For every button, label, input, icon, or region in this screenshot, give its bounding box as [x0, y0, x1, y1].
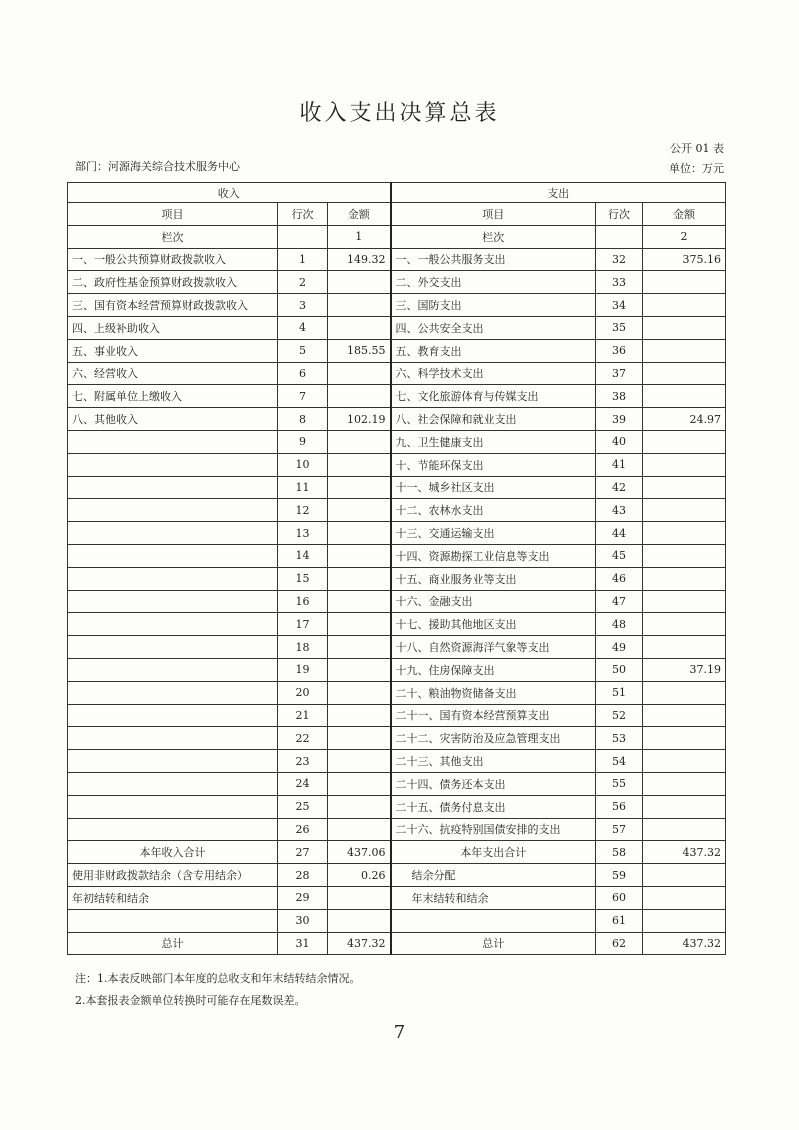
income-amount-cell: 185.55	[328, 339, 391, 362]
table-row	[68, 841, 726, 864]
table-row	[68, 658, 726, 681]
income-amount-cell	[328, 362, 391, 385]
expense-row-number: 40	[596, 430, 643, 453]
expense-row-number: 48	[596, 613, 643, 636]
income-item-cell: 年初结转和结余	[68, 886, 278, 909]
expense-amount-cell	[643, 499, 726, 522]
income-row-number: 30	[278, 909, 328, 932]
expense-row-number: 46	[596, 567, 643, 590]
expense-amount-cell	[643, 476, 726, 499]
income-item-cell	[68, 613, 278, 636]
expense-amount-cell: 437.32	[643, 841, 726, 864]
column-index-row	[68, 225, 726, 248]
income-row-header: 行次	[278, 203, 328, 226]
income-row-number: 2	[278, 271, 328, 294]
income-item-cell	[68, 636, 278, 659]
expense-item-cell: 六、科学技术支出	[391, 362, 596, 385]
expense-item-cell: 二十、粮油物资储备支出	[391, 681, 596, 704]
expense-row-number: 33	[596, 271, 643, 294]
income-row-number: 3	[278, 294, 328, 317]
income-amount-cell	[328, 453, 391, 476]
expense-row-number: 50	[596, 658, 643, 681]
expense-amount-cell: 37.19	[643, 658, 726, 681]
income-amount-cell	[328, 727, 391, 750]
table-row	[68, 408, 726, 431]
expense-amount-cell	[643, 522, 726, 545]
page-number: 7	[393, 1022, 406, 1043]
table-row	[68, 362, 726, 385]
income-row-number: 14	[278, 544, 328, 567]
income-item-cell: 总计	[68, 932, 278, 955]
expense-row-number: 44	[596, 522, 643, 545]
income-amount-cell	[328, 636, 391, 659]
expense-row-header: 行次	[596, 203, 643, 226]
income-item-cell	[68, 818, 278, 841]
expense-index-label: 栏次	[391, 225, 596, 248]
income-amount-cell	[328, 886, 391, 909]
expense-item-cell: 七、文化旅游体育与传媒支出	[391, 385, 596, 408]
expense-amount-cell	[643, 271, 726, 294]
expense-amount-cell	[643, 864, 726, 887]
expense-row-number: 45	[596, 544, 643, 567]
expense-row-number: 43	[596, 499, 643, 522]
expense-row-number: 54	[596, 750, 643, 773]
expense-row-number: 60	[596, 886, 643, 909]
expense-item-cell: 二十二、灾害防治及应急管理支出	[391, 727, 596, 750]
income-item-cell: 五、事业收入	[68, 339, 278, 362]
income-item-cell	[68, 590, 278, 613]
income-item-cell	[68, 544, 278, 567]
section-header-row	[68, 183, 726, 203]
income-row-number: 28	[278, 864, 328, 887]
expense-item-cell: 十八、自然资源海洋气象等支出	[391, 636, 596, 659]
income-row-number: 24	[278, 772, 328, 795]
expense-item-header: 项目	[391, 203, 596, 226]
income-amount-cell	[328, 909, 391, 932]
expense-item-cell: 一、一般公共服务支出	[391, 248, 596, 271]
income-item-header: 项目	[68, 203, 278, 226]
table-row	[68, 385, 726, 408]
income-item-cell	[68, 499, 278, 522]
income-item-cell	[68, 909, 278, 932]
income-item-cell: 二、政府性基金预算财政拨款收入	[68, 271, 278, 294]
expense-amount-cell	[643, 613, 726, 636]
expense-item-cell: 五、教育支出	[391, 339, 596, 362]
income-amount-cell	[328, 316, 391, 339]
income-item-cell: 七、附属单位上缴收入	[68, 385, 278, 408]
income-item-cell	[68, 772, 278, 795]
income-item-cell	[68, 727, 278, 750]
form-number: 公开 01 表	[670, 142, 724, 155]
expense-row-number: 49	[596, 636, 643, 659]
department-label: 部门：河源海关综合技术服务中心	[75, 160, 240, 173]
expense-row-number: 38	[596, 385, 643, 408]
expense-index-value: 2	[643, 225, 726, 248]
expense-item-cell: 十七、援助其他地区支出	[391, 613, 596, 636]
income-amount-cell	[328, 750, 391, 773]
expense-amount-cell	[643, 590, 726, 613]
expense-row-number: 52	[596, 704, 643, 727]
income-amount-cell: 437.06	[328, 841, 391, 864]
table-row	[68, 909, 726, 932]
expense-item-cell: 十五、商业服务业等支出	[391, 567, 596, 590]
income-amount-cell: 149.32	[328, 248, 391, 271]
income-row-number: 27	[278, 841, 328, 864]
income-amount-cell	[328, 590, 391, 613]
expense-item-cell: 十四、资源勘探工业信息等支出	[391, 544, 596, 567]
column-header-row	[68, 203, 726, 226]
income-item-cell: 三、国有资本经营预算财政拨款收入	[68, 294, 278, 317]
table-row	[68, 818, 726, 841]
expense-row-number: 42	[596, 476, 643, 499]
expense-row-number: 34	[596, 294, 643, 317]
expense-item-cell: 十二、农林水支出	[391, 499, 596, 522]
table-row	[68, 932, 726, 955]
table-row	[68, 613, 726, 636]
table-row	[68, 567, 726, 590]
income-item-cell	[68, 681, 278, 704]
expense-amount-cell	[643, 430, 726, 453]
income-amount-cell: 0.26	[328, 864, 391, 887]
expense-amount-cell	[643, 772, 726, 795]
income-amount-cell	[328, 613, 391, 636]
table-row	[68, 544, 726, 567]
income-amount-cell	[328, 544, 391, 567]
income-amount-cell	[328, 681, 391, 704]
income-row-number: 21	[278, 704, 328, 727]
income-item-cell: 一、一般公共预算财政拨款收入	[68, 248, 278, 271]
expense-row-number: 47	[596, 590, 643, 613]
table-row	[68, 772, 726, 795]
expense-row-number: 35	[596, 316, 643, 339]
income-index-value: 1	[328, 225, 391, 248]
expense-amount-cell	[643, 567, 726, 590]
expense-row-number: 37	[596, 362, 643, 385]
expense-amount-cell	[643, 316, 726, 339]
expense-item-cell	[391, 909, 596, 932]
expense-item-cell: 十三、交通运输支出	[391, 522, 596, 545]
expense-amount-cell	[643, 636, 726, 659]
income-amount-cell	[328, 385, 391, 408]
income-row-number: 9	[278, 430, 328, 453]
income-amount-cell: 437.32	[328, 932, 391, 955]
income-item-cell	[68, 430, 278, 453]
income-item-cell	[68, 658, 278, 681]
note-1: 注：1.本表反映部门本年度的总收支和年末结转结余情况。	[75, 972, 361, 985]
expense-item-cell: 二十四、债务还本支出	[391, 772, 596, 795]
expense-item-cell: 四、公共安全支出	[391, 316, 596, 339]
expense-amount-cell	[643, 362, 726, 385]
income-item-cell	[68, 750, 278, 773]
expense-header: 支出	[391, 183, 726, 203]
expense-row-number: 41	[596, 453, 643, 476]
table-row	[68, 248, 726, 271]
expense-item-cell: 十、节能环保支出	[391, 453, 596, 476]
expense-amount-cell	[643, 750, 726, 773]
expense-amount-cell	[643, 909, 726, 932]
income-amount-cell	[328, 704, 391, 727]
table-row	[68, 294, 726, 317]
expense-row-number: 61	[596, 909, 643, 932]
income-row-number: 23	[278, 750, 328, 773]
expense-row-number: 36	[596, 339, 643, 362]
table-row	[68, 727, 726, 750]
income-row-number: 6	[278, 362, 328, 385]
income-item-cell: 六、经营收入	[68, 362, 278, 385]
income-row-number: 7	[278, 385, 328, 408]
expense-amount-cell	[643, 544, 726, 567]
expense-item-cell: 九、卫生健康支出	[391, 430, 596, 453]
table-row	[68, 704, 726, 727]
income-amount-cell	[328, 795, 391, 818]
income-index-blank	[278, 225, 328, 248]
income-item-cell	[68, 795, 278, 818]
expense-item-cell: 十六、金融支出	[391, 590, 596, 613]
income-row-number: 4	[278, 316, 328, 339]
income-row-number: 1	[278, 248, 328, 271]
expense-amount-cell	[643, 453, 726, 476]
expense-row-number: 51	[596, 681, 643, 704]
income-amount-cell	[328, 499, 391, 522]
income-amount-cell	[328, 818, 391, 841]
income-amount-cell	[328, 567, 391, 590]
table-row	[68, 750, 726, 773]
unit-label: 单位：万元	[669, 162, 724, 175]
income-item-cell	[68, 476, 278, 499]
income-row-number: 29	[278, 886, 328, 909]
expense-item-cell: 年末结转和结余	[391, 886, 596, 909]
expense-item-cell: 二、外交支出	[391, 271, 596, 294]
income-row-number: 26	[278, 818, 328, 841]
expense-item-cell: 总计	[391, 932, 596, 955]
table-row	[68, 864, 726, 887]
expense-item-cell: 十九、住房保障支出	[391, 658, 596, 681]
income-row-number: 20	[278, 681, 328, 704]
income-item-cell: 八、其他收入	[68, 408, 278, 431]
income-item-cell	[68, 522, 278, 545]
expense-amount-cell	[643, 818, 726, 841]
expense-item-cell: 二十一、国有资本经营预算支出	[391, 704, 596, 727]
table-row	[68, 430, 726, 453]
income-amount-cell: 102.19	[328, 408, 391, 431]
expense-amount-cell	[643, 385, 726, 408]
income-amount-cell	[328, 772, 391, 795]
income-row-number: 5	[278, 339, 328, 362]
expense-amount-cell	[643, 704, 726, 727]
income-row-number: 11	[278, 476, 328, 499]
income-row-number: 19	[278, 658, 328, 681]
income-item-cell: 本年收入合计	[68, 841, 278, 864]
expense-amount-cell: 24.97	[643, 408, 726, 431]
expense-amount-cell	[643, 294, 726, 317]
expense-item-cell: 结余分配	[391, 864, 596, 887]
table-row	[68, 339, 726, 362]
expense-row-number: 56	[596, 795, 643, 818]
income-item-cell: 四、上级补助收入	[68, 316, 278, 339]
expense-amount-header: 金额	[643, 203, 726, 226]
table-row	[68, 522, 726, 545]
expense-item-cell: 十一、城乡社区支出	[391, 476, 596, 499]
budget-summary-table	[67, 182, 726, 955]
income-amount-header: 金额	[328, 203, 391, 226]
table-row	[68, 271, 726, 294]
expense-amount-cell	[643, 681, 726, 704]
expense-amount-cell	[643, 339, 726, 362]
expense-item-cell: 二十六、抗疫特别国债安排的支出	[391, 818, 596, 841]
expense-amount-cell	[643, 727, 726, 750]
note-2: 2.本套报表金额单位转换时可能存在尾数误差。	[75, 994, 306, 1007]
expense-amount-cell	[643, 795, 726, 818]
expense-row-number: 59	[596, 864, 643, 887]
income-amount-cell	[328, 476, 391, 499]
income-row-number: 12	[278, 499, 328, 522]
income-amount-cell	[328, 522, 391, 545]
expense-amount-cell	[643, 886, 726, 909]
expense-item-cell: 八、社会保障和就业支出	[391, 408, 596, 431]
income-item-cell	[68, 453, 278, 476]
income-row-number: 22	[278, 727, 328, 750]
expense-row-number: 57	[596, 818, 643, 841]
income-row-number: 18	[278, 636, 328, 659]
table-row	[68, 886, 726, 909]
expense-index-blank	[596, 225, 643, 248]
table-row	[68, 590, 726, 613]
page-title: 收入支出决算总表	[299, 101, 500, 126]
notes	[75, 968, 361, 1012]
expense-row-number: 55	[596, 772, 643, 795]
income-item-cell: 使用非财政拨款结余（含专用结余）	[68, 864, 278, 887]
income-row-number: 8	[278, 408, 328, 431]
table-row	[68, 476, 726, 499]
expense-row-number: 53	[596, 727, 643, 750]
income-row-number: 10	[278, 453, 328, 476]
expense-item-cell: 二十三、其他支出	[391, 750, 596, 773]
income-index-label: 栏次	[68, 225, 278, 248]
table-row	[68, 681, 726, 704]
income-row-number: 17	[278, 613, 328, 636]
table-row	[68, 316, 726, 339]
table-row	[68, 499, 726, 522]
income-amount-cell	[328, 430, 391, 453]
expense-row-number: 62	[596, 932, 643, 955]
table-row	[68, 636, 726, 659]
income-item-cell	[68, 704, 278, 727]
expense-row-number: 39	[596, 408, 643, 431]
expense-row-number: 58	[596, 841, 643, 864]
income-row-number: 25	[278, 795, 328, 818]
table-row	[68, 453, 726, 476]
expense-item-cell: 三、国防支出	[391, 294, 596, 317]
table-row	[68, 795, 726, 818]
expense-item-cell: 二十五、债务付息支出	[391, 795, 596, 818]
expense-amount-cell: 375.16	[643, 248, 726, 271]
income-amount-cell	[328, 658, 391, 681]
expense-amount-cell: 437.32	[643, 932, 726, 955]
income-row-number: 13	[278, 522, 328, 545]
expense-item-cell: 本年支出合计	[391, 841, 596, 864]
income-row-number: 16	[278, 590, 328, 613]
income-header: 收入	[68, 183, 391, 203]
income-row-number: 31	[278, 932, 328, 955]
income-amount-cell	[328, 294, 391, 317]
income-row-number: 15	[278, 567, 328, 590]
expense-row-number: 32	[596, 248, 643, 271]
income-item-cell	[68, 567, 278, 590]
income-amount-cell	[328, 271, 391, 294]
